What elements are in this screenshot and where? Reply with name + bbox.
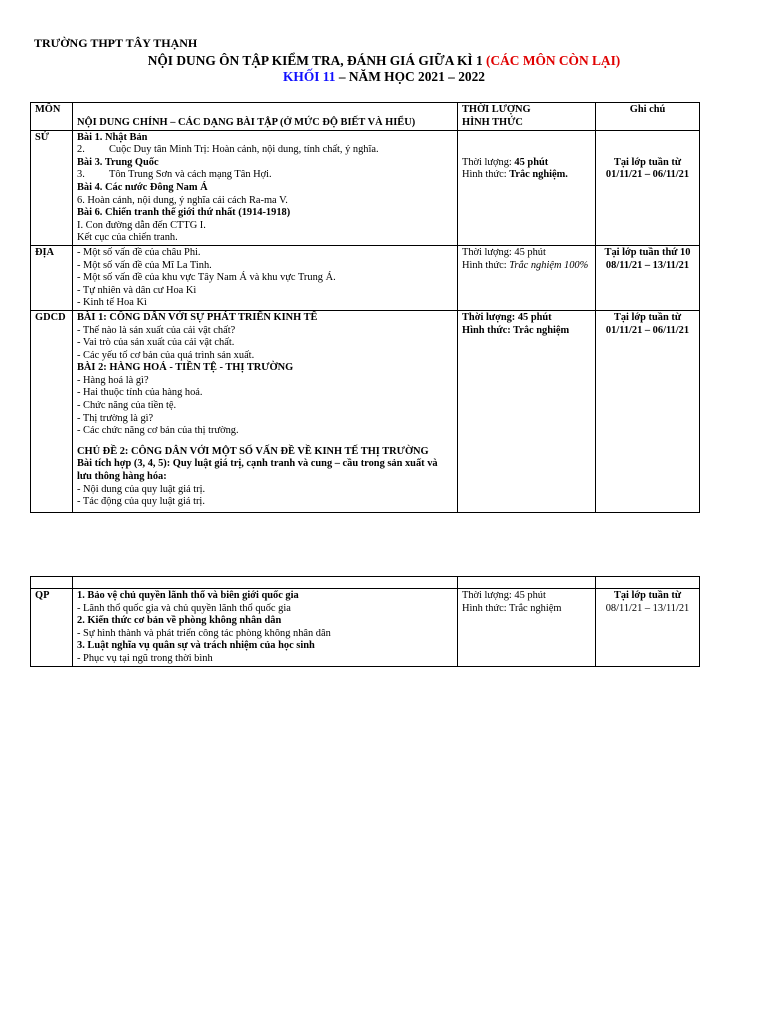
table-header-row	[31, 103, 700, 131]
header-subject: MÔN	[31, 103, 73, 131]
table-empty-header-row	[31, 577, 700, 589]
title-scope: (CÁC MÔN CÒN LẠI)	[486, 53, 621, 68]
subject-dia: ĐỊA	[31, 245, 73, 310]
duration-qp: Thời lượng: 45 phút Hình thức: Trắc nghiệm	[458, 589, 596, 667]
title-grade: KHỐI 11	[283, 69, 336, 84]
title-main: NỘI DUNG ÔN TẬP KIỂM TRA, ĐÁNH GIÁ GIỮA KÌ 1	[147, 53, 486, 68]
review-table-qp	[30, 576, 700, 667]
note-qp: Tại lớp tuần từ 08/11/21 – 13/11/21	[596, 589, 700, 667]
document-title	[0, 53, 768, 69]
duration-su: Thời lượng: 45 phút Hình thức: Trắc nghiệm.	[458, 130, 596, 245]
content-su: Bài 1. Nhật Bản 2. Cuộc Duy tân Minh Trị: Hoàn cảnh, nội dung, tính chất, ý nghĩa. Bài 3. Trung Quốc 3. Tôn Trung Sơn và cách mạng Tân Hợi. Bài 4. Các nước Đông Nam Á 6. Hoàn cảnh, nội dung, ý nghĩa cải cách Ra-ma V. Bài 6. Chiến tranh thế giới thứ nhất (1914-1918) I. Con đường dẫn đến CTTG I. Kết cục của chiến tranh.	[73, 130, 458, 245]
header-content: NỘI DUNG CHÍNH – CÁC DẠNG BÀI TẬP (Ở MỨC ĐỘ BIẾT VÀ HIỂU)	[73, 103, 458, 131]
table-row-dia	[31, 245, 700, 310]
content-qp: 1. Bảo vệ chủ quyền lãnh thổ và biên giới quốc gia - Lãnh thổ quốc gia và chủ quyền lãnh thổ quốc gia 2. Kiến thức cơ bản về phòng không nhân dân - Sự hình thành và phát triển công tác phòng không nhân dân 3. Luật nghĩa vụ quân sự và trách nhiệm của học sinh - Phục vụ tại ngũ trong thời bình	[73, 589, 458, 667]
subject-qp: QP	[31, 589, 73, 667]
header-note: Ghi chú	[596, 103, 700, 131]
table-row-qp	[31, 589, 700, 667]
table-row-gdcd	[31, 310, 700, 512]
duration-dia: Thời lượng: 45 phút Hình thức: Trắc nghiệm 100%	[458, 245, 596, 310]
content-dia: - Một số vấn đề của châu Phi. - Một số vấn đề của Mĩ La Tinh. - Một số vấn đề của khu vực Tây Nam Á và khu vực Trung Á. - Tự nhiên và dân cư Hoa Kì - Kinh tế Hoa Kì	[73, 245, 458, 310]
document-subtitle	[0, 69, 768, 85]
content-gdcd: BÀI 1: CÔNG DÂN VỚI SỰ PHÁT TRIỂN KINH TẾ - Thế nào là sản xuất của cải vật chất? - Vai trò của sản xuất của cải vật chất. - Các yếu tố cơ bản của quá trình sản xuất. BÀI 2: HÀNG HOÁ - TIỀN TỆ - THỊ TRƯỜNG - Hàng hoá là gì? - Hai thuộc tính của hàng hoá. - Chức năng của tiền tệ. - Thị trường là gì? - Các chức năng cơ bản của thị trường. CHỦ ĐỀ 2: CÔNG DÂN VỚI MỘT SỐ VẤN ĐỀ VỀ KINH TẾ THỊ TRƯỜNG Bài tích hợp (3, 4, 5): Quy luật giá trị, cạnh tranh và cung – cầu trong sản xuất và lưu thông hàng hóa: - Nội dung của quy luật giá trị. - Tác động của quy luật giá trị.	[73, 310, 458, 512]
school-name: TRƯỜNG THPT TÂY THẠNH	[34, 36, 198, 50]
title-year: – NĂM HỌC 2021 – 2022	[335, 69, 485, 84]
note-gdcd: Tại lớp tuần từ 01/11/21 – 06/11/21	[596, 310, 700, 512]
note-dia: Tại lớp tuần thứ 10 08/11/21 – 13/11/21	[596, 245, 700, 310]
duration-gdcd: Thời lượng: 45 phút Hình thức: Trắc nghiệm	[458, 310, 596, 512]
header-duration: THỜI LƯỢNG HÌNH THỨC	[458, 103, 596, 131]
subject-gdcd: GDCD	[31, 310, 73, 512]
subject-su: SỬ	[31, 130, 73, 245]
table-row-su	[31, 130, 700, 245]
review-table-main	[30, 102, 700, 513]
note-su: Tại lớp tuần từ 01/11/21 – 06/11/21	[596, 130, 700, 245]
